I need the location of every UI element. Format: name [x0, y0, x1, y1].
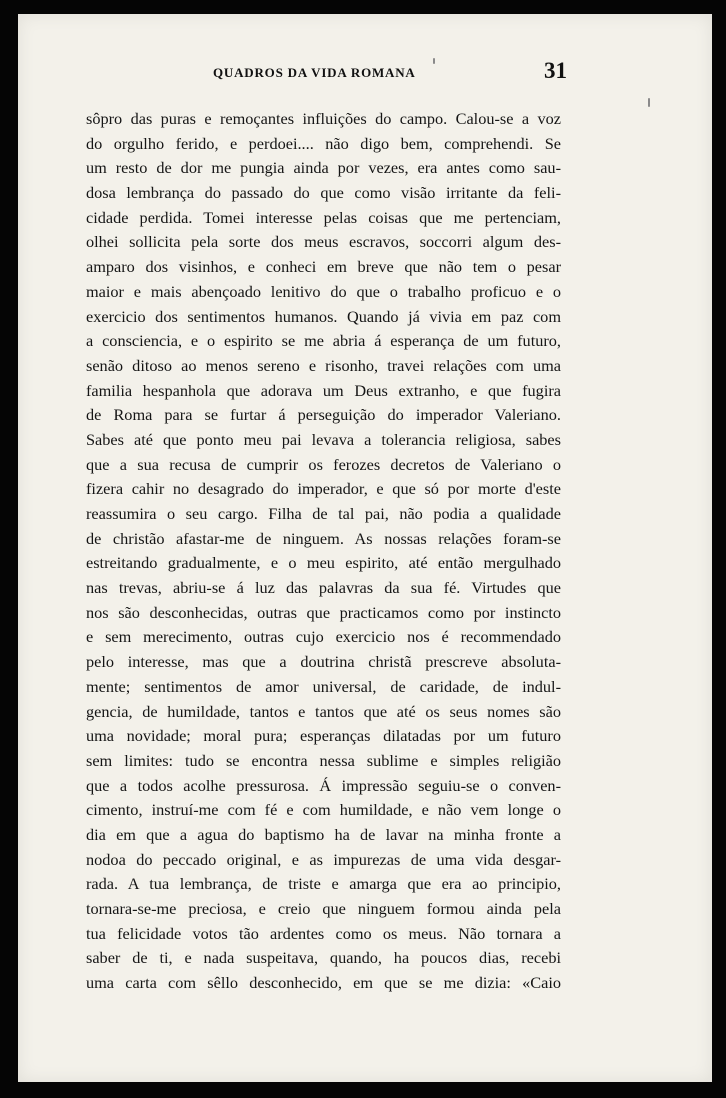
text-line: dia em que a agua do baptismo ha de lavar na minha fronte a	[86, 824, 561, 844]
text-line: tua felicidade votos tão ardentes como os meus. Não tornara a	[86, 923, 561, 943]
text-line: fizera cahir no desagrado do imperador, e que só por morte d'este	[86, 479, 561, 499]
text-line: nos são desconhecidas, outras que practicamos como por instincto	[86, 602, 561, 622]
text-line: de christão afastar-me de ninguem. As nossas relações foram-se	[86, 528, 561, 548]
text-line: mente; sentimentos de amor universal, de caridade, de indul-	[86, 676, 561, 696]
text-line: nas trevas, abriu-se á luz das palavras da sua fé. Virtudes que	[86, 578, 561, 598]
text-line: que a todos acolhe pressurosa. Á impressão seguiu-se o conven-	[86, 775, 561, 795]
text-line: sem limites: tudo se encontra nessa sublime e simples religião	[86, 750, 561, 770]
text-line: rada. A tua lembrança, de triste e amarga que era ao principio,	[86, 874, 561, 894]
text-line: e sem merecimento, outras cujo exercicio nos é recommendado	[86, 627, 561, 647]
text-line: Sabes até que ponto meu pai levava a tolerancia religiosa, sabes	[86, 429, 561, 449]
page-number: 31	[544, 58, 567, 83]
running-title: QUADROS DA VIDA ROMANA	[213, 65, 416, 80]
text-line: amparo dos visinhos, e conheci em breve que não tem o pesar	[86, 257, 561, 277]
text-line: reassumira o seu cargo. Filha de tal pai, não podia a qualidade	[86, 504, 561, 523]
body-text	[86, 107, 561, 996]
text-line: maior e mais abençoado lenitivo do que o trabalho proficuo e o	[86, 281, 561, 301]
text-line: cidade perdida. Tomei interesse pelas coisas que me pertenciam,	[86, 207, 561, 227]
text-line: de Roma para se furtar á perseguição do imperador Valeriano.	[86, 405, 561, 425]
text-line: dosa lembrança do passado do que como visão irritante da feli-	[86, 183, 561, 203]
text-line: exercicio dos sentimentos humanos. Quando já vivia em paz com	[86, 306, 561, 326]
text-line: tornara-se-me preciosa, e creio que ninguem formou ainda pela	[86, 899, 561, 918]
text-line: a consciencia, e o espirito se me abria á esperança de um futuro,	[86, 331, 561, 351]
text-line: do orgulho ferido, e perdoei.... não digo bem, comprehendi. Se	[86, 133, 561, 153]
text-line: estreitando gradualmente, e o meu espirito, até então mergulhado	[86, 553, 561, 573]
text-line: um resto de dor me pungia ainda por vezes, era antes como sau-	[86, 158, 561, 178]
text-line: nodoa do peccado original, e as impurezas de uma vida desgar-	[86, 849, 561, 869]
paper-speck	[648, 98, 650, 107]
text-line: pelo interesse, mas que a doutrina christã prescreve absoluta-	[86, 652, 561, 672]
text-line: olhei sollicita pela sorte dos meus escravos, soccorri algum des-	[86, 232, 561, 252]
text-line: uma carta com sêllo desconhecido, em que se me dizia: «Caio	[86, 973, 561, 993]
text-line: familia hespanhola que adorava um Deus extranho, e que fugira	[86, 380, 561, 400]
text-line: cimento, instruí-me com fé e com humildade, e não vem longe o	[86, 800, 561, 820]
text-line: uma novidade; moral pura; esperanças dilatadas por um futuro	[86, 726, 561, 746]
text-line: sôpro das puras e remoçantes influições do campo. Calou-se a voz	[86, 109, 561, 128]
text-line: que a sua recusa de cumprir os ferozes decretos de Valeriano o	[86, 454, 561, 474]
page-header	[213, 58, 567, 88]
text-line: saber de ti, e nada suspeitava, quando, ha poucos dias, recebi	[86, 948, 561, 968]
text-line: gencia, de humildade, tantos e tantos que até os seus nomes são	[86, 701, 561, 721]
text-line: senão ditoso ao menos sereno e risonho, travei relações com uma	[86, 355, 561, 375]
